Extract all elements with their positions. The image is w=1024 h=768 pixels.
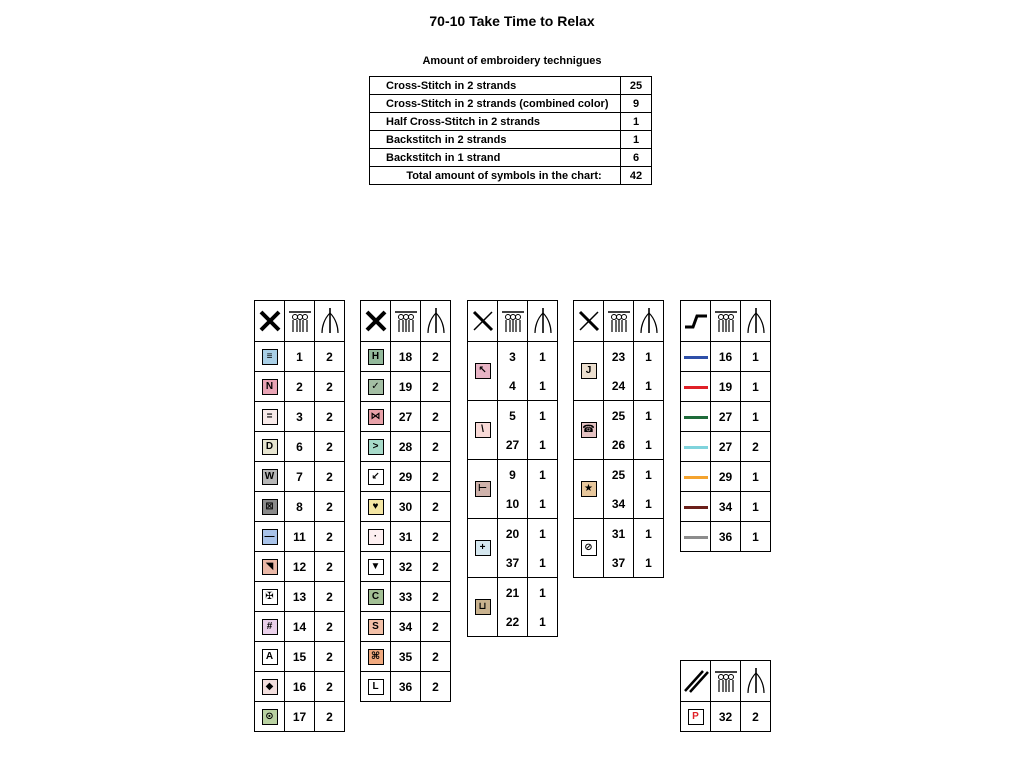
needle-strands-icon: [315, 301, 345, 342]
thread-number: 27: [711, 432, 741, 462]
key-row: [255, 642, 345, 672]
thread-number: 5: [498, 401, 528, 431]
thread-number: 6: [285, 432, 315, 462]
symbol-cell: [574, 401, 604, 460]
strand-count: 2: [421, 552, 451, 582]
key-row: [681, 372, 771, 402]
backstitch-key: [680, 300, 771, 552]
strand-count: 2: [315, 702, 345, 732]
needle-strands-icon: [634, 301, 664, 342]
thread-skein-icon: [498, 301, 528, 342]
summary-title: Amount of embroidery technigues: [422, 55, 602, 67]
thread-number: 37: [604, 548, 634, 578]
key-header-row: [361, 301, 451, 342]
strand-count: 1: [741, 372, 771, 402]
symbol-cell: [255, 402, 285, 432]
backstitch-line: [684, 536, 708, 539]
thread-number: 32: [711, 702, 741, 732]
key-row: [681, 402, 771, 432]
thread-number: 7: [285, 462, 315, 492]
key-row: [255, 342, 345, 372]
thread-number: 19: [391, 372, 421, 402]
strand-count: 2: [315, 642, 345, 672]
needle-strands-icon: [528, 301, 558, 342]
key-row: [361, 552, 451, 582]
backstitch-icon: [681, 301, 711, 342]
key-header-row: [681, 301, 771, 342]
thread-number: 25: [604, 460, 634, 490]
summary-count: 1: [621, 131, 652, 149]
thread-skein-icon: [711, 661, 741, 702]
symbol-cell: [681, 702, 711, 732]
thread-number: 27: [391, 402, 421, 432]
thread-number: 10: [498, 489, 528, 519]
symbol-cell: [255, 582, 285, 612]
strand-count: 1: [528, 548, 558, 578]
key-row: [361, 672, 451, 702]
half-cross-stitch-icon: [468, 301, 498, 342]
symbol-cell: [255, 522, 285, 552]
thread-number: 11: [285, 522, 315, 552]
key-row: [255, 432, 345, 462]
symbol-swatch: —: [262, 529, 278, 545]
symbol-cell: [361, 582, 391, 612]
symbol-cell: [361, 372, 391, 402]
summary-count: 1: [621, 113, 652, 131]
thread-number: 24: [604, 371, 634, 401]
symbol-cell: [255, 552, 285, 582]
strand-count: 2: [421, 342, 451, 372]
key-row: [468, 519, 558, 549]
needle-strands-icon: [421, 301, 451, 342]
cross-stitch-key-1: [254, 300, 345, 732]
strand-count: 2: [315, 522, 345, 552]
cross-stitch-key-2: [360, 300, 451, 702]
symbol-cell: [255, 372, 285, 402]
symbol-swatch: ↖: [475, 363, 491, 379]
key-row: [361, 612, 451, 642]
thread-number: 17: [285, 702, 315, 732]
thread-skein-icon: [391, 301, 421, 342]
symbol-cell: [255, 612, 285, 642]
strand-count: 2: [315, 552, 345, 582]
symbol-swatch: P: [688, 709, 704, 725]
backstitch-line-cell: [681, 432, 711, 462]
thread-number: 29: [391, 462, 421, 492]
symbol-cell: [361, 552, 391, 582]
symbol-swatch: A: [262, 649, 278, 665]
special-stitch-key: [680, 660, 771, 732]
key-row: [468, 578, 558, 608]
thread-number: 29: [711, 462, 741, 492]
key-row: [574, 342, 664, 372]
needle-strands-icon: [741, 301, 771, 342]
strand-count: 1: [528, 342, 558, 372]
thread-skein-icon: [604, 301, 634, 342]
thread-number: 3: [498, 342, 528, 372]
strand-count: 1: [528, 460, 558, 490]
summary-row: [370, 77, 652, 95]
summary-total-label: Total amount of symbols in the chart:: [370, 167, 621, 185]
symbol-cell: [361, 342, 391, 372]
thread-number: 34: [391, 612, 421, 642]
key-row: [681, 432, 771, 462]
thread-number: 4: [498, 371, 528, 401]
strand-count: 1: [528, 401, 558, 431]
strand-count: 1: [634, 430, 664, 460]
double-line-icon: [681, 661, 711, 702]
key-row: [361, 342, 451, 372]
strand-count: 2: [315, 672, 345, 702]
summary-label: Cross-Stitch in 2 strands: [370, 77, 621, 95]
thread-number: 12: [285, 552, 315, 582]
strand-count: 2: [315, 372, 345, 402]
strand-count: 2: [315, 492, 345, 522]
thread-skein-icon: [711, 301, 741, 342]
strand-count: 1: [634, 342, 664, 372]
key-row: [255, 582, 345, 612]
thread-number: 27: [498, 430, 528, 460]
thread-number: 9: [498, 460, 528, 490]
strand-count: 2: [421, 522, 451, 552]
symbol-swatch: N: [262, 379, 278, 395]
thread-number: 27: [711, 402, 741, 432]
summary-row: [370, 95, 652, 113]
symbol-swatch: +: [475, 540, 491, 556]
symbol-swatch: =: [262, 409, 278, 425]
symbol-swatch: J: [581, 363, 597, 379]
thread-number: 13: [285, 582, 315, 612]
backstitch-line: [684, 446, 708, 449]
strand-count: 2: [421, 372, 451, 402]
key-row: [468, 401, 558, 431]
needle-strands-icon: [741, 661, 771, 702]
key-row: [681, 492, 771, 522]
strand-count: 1: [528, 371, 558, 401]
symbol-swatch: \: [475, 422, 491, 438]
strand-count: 1: [741, 462, 771, 492]
symbol-cell: [255, 432, 285, 462]
techniques-summary-table: [369, 76, 652, 185]
symbol-cell: [255, 492, 285, 522]
thread-number: 19: [711, 372, 741, 402]
strand-count: 2: [315, 612, 345, 642]
summary-label: Cross-Stitch in 2 strands (combined color): [370, 95, 621, 113]
key-row: [255, 552, 345, 582]
symbol-cell: [361, 492, 391, 522]
thread-number: 28: [391, 432, 421, 462]
key-header-row: [574, 301, 664, 342]
backstitch-line: [684, 416, 708, 419]
key-row: [681, 462, 771, 492]
thread-number: 33: [391, 582, 421, 612]
symbol-swatch: ⊠: [262, 499, 278, 515]
summary-count: 25: [621, 77, 652, 95]
symbol-cell: [255, 342, 285, 372]
key-row: [255, 372, 345, 402]
key-row: [361, 432, 451, 462]
symbol-swatch: ★: [581, 481, 597, 497]
strand-count: 2: [315, 432, 345, 462]
thread-number: 36: [391, 672, 421, 702]
symbol-cell: [361, 402, 391, 432]
thread-number: 23: [604, 342, 634, 372]
strand-count: 2: [421, 432, 451, 462]
half-cross-stitch-key: [467, 300, 558, 637]
key-row: [255, 522, 345, 552]
symbol-swatch: D: [262, 439, 278, 455]
symbol-cell: [574, 342, 604, 401]
strand-count: 1: [741, 492, 771, 522]
symbol-swatch: ♥: [368, 499, 384, 515]
symbol-swatch: S: [368, 619, 384, 635]
summary-row: [370, 149, 652, 167]
symbol-cell: [468, 578, 498, 637]
key-row: [574, 401, 664, 431]
thread-number: 1: [285, 342, 315, 372]
symbol-swatch: ◥: [262, 559, 278, 575]
key-row: [468, 342, 558, 372]
symbol-swatch: W: [262, 469, 278, 485]
symbol-swatch: ⋈: [368, 409, 384, 425]
combined-cross-stitch-key: [573, 300, 664, 578]
backstitch-line-cell: [681, 342, 711, 372]
cross-stitch-icon: [255, 301, 285, 342]
backstitch-line-cell: [681, 372, 711, 402]
summary-count: 9: [621, 95, 652, 113]
key-row: [361, 522, 451, 552]
strand-count: 2: [315, 402, 345, 432]
symbol-cell: [574, 519, 604, 578]
key-row: [361, 372, 451, 402]
key-row: [681, 702, 771, 732]
symbol-swatch: ↙: [368, 469, 384, 485]
backstitch-line-cell: [681, 462, 711, 492]
backstitch-line-cell: [681, 522, 711, 552]
symbol-swatch: ⊘: [581, 540, 597, 556]
symbol-cell: [361, 612, 391, 642]
thread-number: 31: [391, 522, 421, 552]
backstitch-line-cell: [681, 402, 711, 432]
backstitch-line-cell: [681, 492, 711, 522]
symbol-swatch: ≡: [262, 349, 278, 365]
thread-number: 16: [285, 672, 315, 702]
strand-count: 2: [741, 702, 771, 732]
strand-count: 1: [634, 401, 664, 431]
summary-label: Backstitch in 1 strand: [370, 149, 621, 167]
symbol-swatch: ⊔: [475, 599, 491, 615]
thread-number: 34: [604, 489, 634, 519]
symbol-cell: [361, 432, 391, 462]
symbol-swatch: ☎: [581, 422, 597, 438]
backstitch-line: [684, 476, 708, 479]
key-header-row: [468, 301, 558, 342]
symbol-swatch: ⊙: [262, 709, 278, 725]
page-title: 70-10 Take Time to Relax: [429, 13, 595, 29]
symbol-cell: [255, 702, 285, 732]
thread-number: 3: [285, 402, 315, 432]
summary-row: [370, 113, 652, 131]
symbol-cell: [468, 460, 498, 519]
strand-count: 1: [741, 342, 771, 372]
strand-count: 1: [741, 522, 771, 552]
strand-count: 1: [634, 548, 664, 578]
symbol-cell: [468, 401, 498, 460]
symbol-swatch: ⌘: [368, 649, 384, 665]
summary-count: 6: [621, 149, 652, 167]
strand-count: 1: [634, 519, 664, 549]
strand-count: 2: [741, 432, 771, 462]
strand-count: 2: [421, 642, 451, 672]
key-row: [255, 402, 345, 432]
summary-total-count: 42: [621, 167, 652, 185]
symbol-cell: [255, 672, 285, 702]
strand-count: 2: [421, 582, 451, 612]
strand-count: 1: [741, 402, 771, 432]
symbol-swatch: C: [368, 589, 384, 605]
strand-count: 2: [421, 462, 451, 492]
symbol-cell: [361, 522, 391, 552]
strand-count: 1: [528, 578, 558, 608]
symbol-cell: [468, 519, 498, 578]
thread-number: 2: [285, 372, 315, 402]
thread-number: 8: [285, 492, 315, 522]
summary-label: Backstitch in 2 strands: [370, 131, 621, 149]
symbol-swatch: ⊢: [475, 481, 491, 497]
symbol-cell: [468, 342, 498, 401]
thread-number: 36: [711, 522, 741, 552]
thread-number: 21: [498, 578, 528, 608]
thread-skein-icon: [285, 301, 315, 342]
symbol-cell: [361, 672, 391, 702]
key-header-row: [255, 301, 345, 342]
symbol-cell: [574, 460, 604, 519]
key-header-row: [681, 661, 771, 702]
thread-number: 35: [391, 642, 421, 672]
symbol-swatch: #: [262, 619, 278, 635]
strand-count: 1: [528, 519, 558, 549]
symbol-swatch: ◆: [262, 679, 278, 695]
thread-number: 32: [391, 552, 421, 582]
symbol-cell: [361, 642, 391, 672]
half-cross-stitch-icon: [574, 301, 604, 342]
key-row: [255, 612, 345, 642]
symbol-swatch: H: [368, 349, 384, 365]
key-row: [255, 702, 345, 732]
thread-number: 22: [498, 607, 528, 637]
thread-number: 15: [285, 642, 315, 672]
thread-number: 18: [391, 342, 421, 372]
thread-number: 16: [711, 342, 741, 372]
symbol-cell: [255, 462, 285, 492]
cross-stitch-icon: [361, 301, 391, 342]
backstitch-line: [684, 356, 708, 359]
thread-number: 37: [498, 548, 528, 578]
key-row: [361, 492, 451, 522]
thread-number: 14: [285, 612, 315, 642]
symbol-swatch: ✠: [262, 589, 278, 605]
summary-row: [370, 131, 652, 149]
thread-number: 20: [498, 519, 528, 549]
key-row: [255, 492, 345, 522]
strand-count: 2: [421, 672, 451, 702]
thread-number: 26: [604, 430, 634, 460]
key-row: [468, 460, 558, 490]
backstitch-line: [684, 386, 708, 389]
key-row: [574, 460, 664, 490]
key-row: [361, 582, 451, 612]
strand-count: 1: [634, 460, 664, 490]
key-row: [681, 342, 771, 372]
strand-count: 2: [421, 612, 451, 642]
summary-total-row: [370, 167, 652, 185]
backstitch-line: [684, 506, 708, 509]
thread-number: 30: [391, 492, 421, 522]
symbol-cell: [361, 462, 391, 492]
symbol-swatch: >: [368, 439, 384, 455]
key-row: [574, 519, 664, 549]
thread-number: 25: [604, 401, 634, 431]
summary-label: Half Cross-Stitch in 2 strands: [370, 113, 621, 131]
strand-count: 2: [421, 402, 451, 432]
key-row: [361, 402, 451, 432]
strand-count: 1: [528, 430, 558, 460]
strand-count: 2: [315, 342, 345, 372]
strand-count: 1: [528, 607, 558, 637]
key-row: [361, 642, 451, 672]
symbol-swatch: ✓: [368, 379, 384, 395]
thread-number: 31: [604, 519, 634, 549]
key-row: [255, 672, 345, 702]
key-row: [361, 462, 451, 492]
thread-number: 34: [711, 492, 741, 522]
key-row: [255, 462, 345, 492]
key-row: [681, 522, 771, 552]
strand-count: 1: [528, 489, 558, 519]
symbol-swatch: L: [368, 679, 384, 695]
strand-count: 1: [634, 371, 664, 401]
symbol-swatch: ▼: [368, 559, 384, 575]
strand-count: 2: [315, 462, 345, 492]
strand-count: 2: [315, 582, 345, 612]
strand-count: 1: [634, 489, 664, 519]
strand-count: 2: [421, 492, 451, 522]
symbol-cell: [255, 642, 285, 672]
symbol-swatch: ·: [368, 529, 384, 545]
